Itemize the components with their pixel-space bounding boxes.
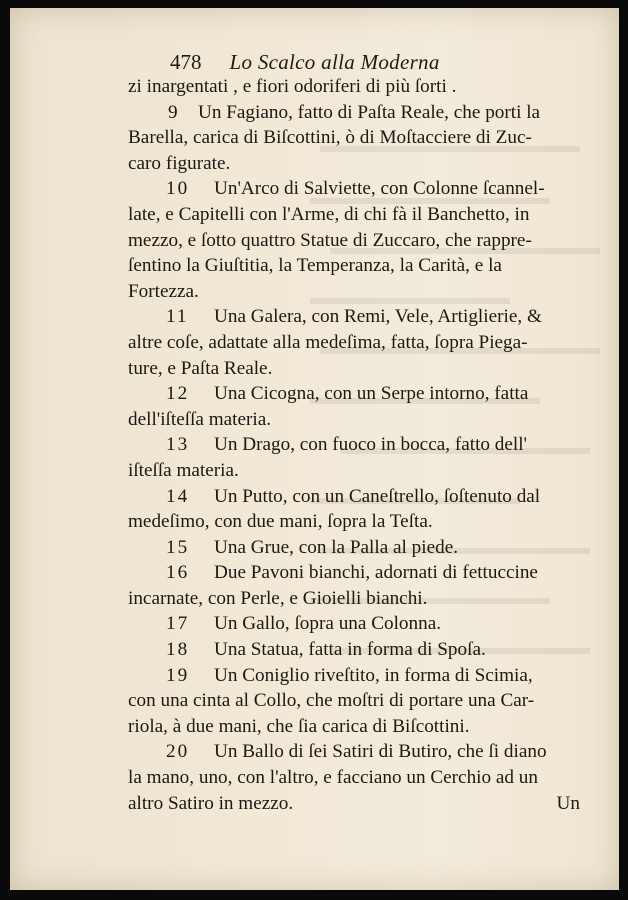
text-line: medeſimo, con due mani, ſopra la Teſta. xyxy=(128,511,433,533)
text-line: ture, e Paſta Reale. xyxy=(128,357,273,379)
page-header xyxy=(170,50,550,76)
text-line: caro figurate. xyxy=(128,152,231,174)
item-line xyxy=(128,560,606,586)
text-line: iſteſſa materia. xyxy=(128,459,239,481)
item-text: Un Gallo, ſopra una Colonna. xyxy=(214,613,442,635)
text-line: dell'iſteſſa materia. xyxy=(128,408,272,430)
item-text: Una Cicogna, con un Serpe intorno, fatta xyxy=(214,383,529,405)
item-text: Due Pavoni bianchi, adornati di fettuccine xyxy=(214,562,538,584)
catchword: Un xyxy=(556,792,580,814)
item-number: 19 xyxy=(166,664,190,686)
item-text: Un Putto, con un Caneſtrello, ſoſtenuto dal xyxy=(214,485,541,507)
text-line: mezzo, e ſotto quattro Statue di Zuccaro, che rappre- xyxy=(128,229,532,251)
item-number: 18 xyxy=(166,639,190,661)
item-text: Un Ballo di ſei Satiri di Butiro, che ſi diano xyxy=(214,741,547,763)
item-text: Una Statua, fatta in forma di Spoſa. xyxy=(214,639,486,661)
item-line xyxy=(128,176,606,202)
item-number: 16 xyxy=(166,562,190,584)
item-line xyxy=(128,304,606,330)
item-line xyxy=(128,100,606,126)
item-line xyxy=(128,611,606,637)
item-text: Un'Arco di Salviette, con Colonne ſcannel- xyxy=(214,178,545,200)
item-line xyxy=(128,535,606,561)
running-head: Lo Scalco alla Moderna xyxy=(229,50,440,74)
item-number: 14 xyxy=(166,485,190,507)
item-number: 11 xyxy=(166,306,189,328)
text-line: con una cinta al Collo, che moſtri di portare una Car- xyxy=(128,690,535,712)
last-line xyxy=(128,791,606,817)
item-number: 13 xyxy=(166,434,190,456)
item-text: Un Fagiano, fatto di Paſta Reale, che porti la xyxy=(198,101,541,123)
text-line: Barella, carica di Biſcottini, ò di Moſtacciere di Zuc- xyxy=(128,127,532,149)
item-line xyxy=(128,663,606,689)
item-text: Una Grue, con la Palla al piede. xyxy=(214,536,459,558)
text-line: ſentino la Giuſtitia, la Temperanza, la Carità, e la xyxy=(128,255,502,277)
item-text: Un Drago, con fuoco in bocca, fatto dell' xyxy=(214,434,528,456)
body-text xyxy=(128,74,606,816)
text-line: altro Satiro in mezzo. xyxy=(128,792,294,814)
item-number: 9 xyxy=(168,101,180,123)
item-line xyxy=(128,381,606,407)
item-text: Un Coniglio riveſtito, in forma di Scimia, xyxy=(214,664,533,686)
item-line xyxy=(128,432,606,458)
text-line: la mano, uno, con l'altro, e facciano un Cerchio ad un xyxy=(128,767,538,789)
item-number: 17 xyxy=(166,613,190,635)
text-line: riola, à due mani, che ſia carica di Biſcottini. xyxy=(128,715,470,737)
text-line: altre coſe, adattate alla medeſima, fatta, ſopra Piega- xyxy=(128,331,528,353)
item-line xyxy=(128,739,606,765)
item-number: 20 xyxy=(166,741,190,763)
item-number: 12 xyxy=(166,383,190,405)
item-number: 15 xyxy=(166,536,190,558)
text-line: incarnate, con Perle, e Gioielli bianchi. xyxy=(128,587,428,609)
book-page xyxy=(10,8,619,890)
page-number: 478 xyxy=(170,50,202,74)
item-line xyxy=(128,484,606,510)
text-line: zi inargentati , e fiori odoriferi di più ſorti . xyxy=(128,76,457,97)
text-line: late, e Capitelli con l'Arme, di chi fà il Banchetto, in xyxy=(128,203,530,225)
item-text: Una Galera, con Remi, Vele, Artiglierie, & xyxy=(214,306,542,328)
text-line: Fortezza. xyxy=(128,280,199,302)
item-line xyxy=(128,637,606,663)
item-number: 10 xyxy=(166,178,190,200)
